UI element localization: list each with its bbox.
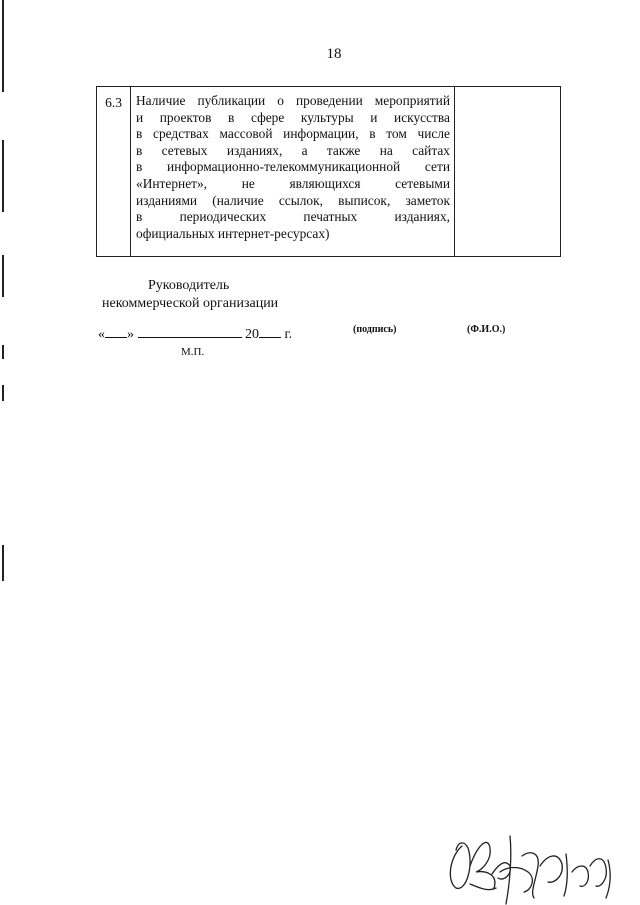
row-description	[131, 87, 455, 257]
head-title: Руководитель	[148, 278, 230, 293]
description-line: изданиями (наличие ссылок, выписок, заметок	[136, 192, 450, 208]
scan-edge-mark	[2, 545, 4, 581]
description-line: официальных интернет-ресурсах)	[136, 225, 330, 241]
scan-edge-mark	[2, 385, 4, 401]
scan-edge-mark	[2, 140, 4, 212]
date-line	[98, 325, 292, 343]
description-line: в периодических печатных изданиях,	[136, 209, 450, 225]
organization-line: некоммерческой организации	[102, 296, 279, 311]
close-quote: »	[127, 327, 134, 342]
scan-edge-mark	[2, 255, 4, 297]
description-line: в сетевых изданиях, а также на сайтах	[136, 142, 450, 158]
signature-caption: (подпись)	[353, 324, 397, 335]
month-blank	[138, 325, 242, 338]
criteria-table	[96, 86, 561, 257]
year-suffix: г.	[284, 327, 293, 342]
name-caption: (Ф.И.О.)	[467, 324, 506, 335]
table-row	[97, 87, 561, 257]
description-line: в средствах массовой информации, в том числе	[136, 126, 450, 142]
description-line: «Интернет», не являющихся сетевыми	[136, 175, 450, 191]
row-number: 6.3	[97, 87, 131, 257]
description-line: и проектов в сфере культуры и искусства	[136, 109, 450, 125]
row-value-cell	[455, 87, 561, 257]
handwritten-signature	[440, 826, 620, 905]
year-prefix: 20	[245, 327, 259, 342]
year-blank	[259, 325, 281, 338]
scan-edge-mark	[2, 0, 4, 92]
day-blank	[105, 325, 127, 338]
page-number: 18	[326, 46, 342, 62]
stamp-caption: М.П.	[181, 346, 205, 358]
scan-edge-mark	[2, 345, 4, 359]
description-line: в информационно-телекоммуникационной сети	[136, 159, 450, 175]
open-quote: «	[98, 327, 105, 342]
description-line: Наличие публикации о проведении мероприятий	[136, 93, 450, 108]
